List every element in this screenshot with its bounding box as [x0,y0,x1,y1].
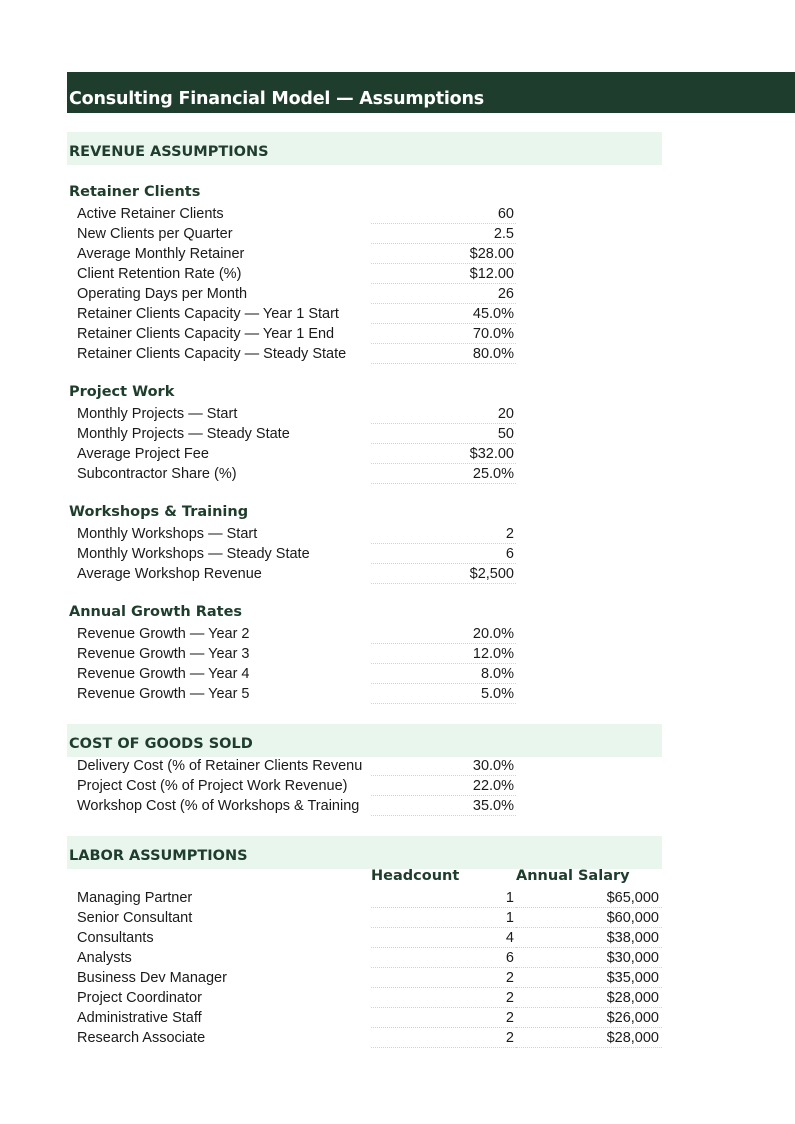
row-label: Average Workshop Revenue [77,566,262,582]
group-title-workshops-training: Workshops & Training [69,504,249,520]
row-label: Monthly Workshops — Steady State [77,546,310,562]
cogs-section-header [67,724,662,757]
assumption-row [0,524,795,544]
row-label: Workshop Cost (% of Workshops & Training [77,798,360,814]
role-label: Senior Consultant [77,910,193,926]
title-bar [67,72,795,113]
row-value[interactable]: 20 [497,406,514,422]
role-label: Managing Partner [77,890,193,906]
assumption-row [0,284,795,304]
headcount-value[interactable]: 2 [505,970,514,986]
salary-value[interactable]: $28,000 [606,990,659,1006]
assumption-row [0,264,795,284]
headcount-value[interactable]: 6 [505,950,514,966]
assumption-row [0,304,795,324]
role-label: Consultants [77,930,154,946]
row-label: Revenue Growth — Year 5 [77,686,250,702]
row-value[interactable]: $32.00 [469,446,514,462]
assumption-row [0,644,795,664]
group-title-retainer-clients: Retainer Clients [69,184,201,200]
labor-row [0,988,795,1008]
assumption-row [0,404,795,424]
assumption-row [0,204,795,224]
row-value[interactable]: 45.0% [472,306,514,322]
assumption-row [0,344,795,364]
row-label: Average Monthly Retainer [77,246,245,262]
labor-row [0,888,795,908]
assumption-row [0,664,795,684]
group-title-project-work: Project Work [69,384,175,400]
row-value[interactable]: 2.5 [493,226,514,242]
assumption-row [0,564,795,584]
cogs-section-title: COST OF GOODS SOLD [69,736,253,752]
row-label: Project Cost (% of Project Work Revenue) [77,778,348,794]
labor-row [0,908,795,928]
row-label: New Clients per Quarter [77,226,233,242]
salary-value[interactable]: $38,000 [606,930,659,946]
cell-border [371,815,516,816]
cell-border [371,703,516,704]
salary-value[interactable]: $65,000 [606,890,659,906]
row-value[interactable]: 70.0% [472,326,514,342]
row-value[interactable]: 50 [497,426,514,442]
row-label: Retainer Clients Capacity — Year 1 Start [77,306,339,322]
row-value[interactable]: 22.0% [472,778,514,794]
assumption-row [0,796,795,816]
assumption-row [0,424,795,444]
assumption-row [0,244,795,264]
role-label: Administrative Staff [77,1010,202,1026]
assumption-row [0,324,795,344]
row-value[interactable]: 26 [497,286,514,302]
row-label: Subcontractor Share (%) [77,466,237,482]
row-value[interactable]: 8.0% [480,666,514,682]
assumption-row [0,544,795,564]
row-value[interactable]: 12.0% [472,646,514,662]
row-label: Revenue Growth — Year 4 [77,666,250,682]
row-value[interactable]: 20.0% [472,626,514,642]
row-value[interactable]: 6 [505,546,514,562]
row-label: Monthly Workshops — Start [77,526,258,542]
labor-row [0,1028,795,1048]
headcount-column-header: Headcount [371,868,460,884]
salary-column-header: Annual Salary [516,868,630,884]
labor-row [0,948,795,968]
headcount-value[interactable]: 2 [505,1010,514,1026]
assumption-row [0,224,795,244]
row-value[interactable]: 30.0% [472,758,514,774]
row-label: Monthly Projects — Steady State [77,426,290,442]
row-value[interactable]: 25.0% [472,466,514,482]
cell-border [371,583,516,584]
salary-value[interactable]: $28,000 [606,1030,659,1046]
salary-value[interactable]: $26,000 [606,1010,659,1026]
cell-border [516,1047,662,1048]
assumption-row [0,464,795,484]
row-label: Operating Days per Month [77,286,248,302]
assumption-row [0,756,795,776]
headcount-value[interactable]: 1 [505,910,514,926]
row-value[interactable]: $12.00 [469,266,514,282]
role-label: Project Coordinator [77,990,202,1006]
labor-section-title: LABOR ASSUMPTIONS [69,848,248,864]
labor-section-header [67,836,662,869]
row-label: Retainer Clients Capacity — Steady State [77,346,347,362]
role-label: Business Dev Manager [77,970,227,986]
row-value[interactable]: $28.00 [469,246,514,262]
revenue-section-header [67,132,662,165]
page-title: Consulting Financial Model — Assumptions [69,89,484,109]
row-label: Client Retention Rate (%) [77,266,242,282]
labor-row [0,1008,795,1028]
revenue-section-title: REVENUE ASSUMPTIONS [69,144,269,160]
row-value[interactable]: 60 [497,206,514,222]
headcount-value[interactable]: 1 [505,890,514,906]
row-value[interactable]: $2,500 [469,566,514,582]
salary-value[interactable]: $30,000 [606,950,659,966]
assumption-row [0,684,795,704]
group-title-annual-growth-rates: Annual Growth Rates [69,604,243,620]
salary-value[interactable]: $60,000 [606,910,659,926]
row-label: Revenue Growth — Year 2 [77,626,250,642]
row-value[interactable]: 5.0% [480,686,514,702]
salary-value[interactable]: $35,000 [606,970,659,986]
cell-border [371,483,516,484]
assumption-row [0,444,795,464]
labor-row [0,968,795,988]
headcount-value[interactable]: 4 [505,930,514,946]
row-label: Revenue Growth — Year 3 [77,646,250,662]
role-label: Research Associate [77,1030,206,1046]
headcount-value[interactable]: 2 [505,990,514,1006]
cell-border [371,363,516,364]
row-value[interactable]: 35.0% [472,798,514,814]
row-label: Delivery Cost (% of Retainer Clients Revenu [77,758,363,774]
row-label: Average Project Fee [77,446,209,462]
row-label: Monthly Projects — Start [77,406,238,422]
row-label: Active Retainer Clients [77,206,224,222]
row-value[interactable]: 2 [505,526,514,542]
headcount-value[interactable]: 2 [505,1030,514,1046]
labor-row [0,928,795,948]
cell-border [371,1047,516,1048]
assumption-row [0,776,795,796]
row-value[interactable]: 80.0% [472,346,514,362]
row-label: Retainer Clients Capacity — Year 1 End [77,326,335,342]
role-label: Analysts [77,950,132,966]
assumption-row [0,624,795,644]
